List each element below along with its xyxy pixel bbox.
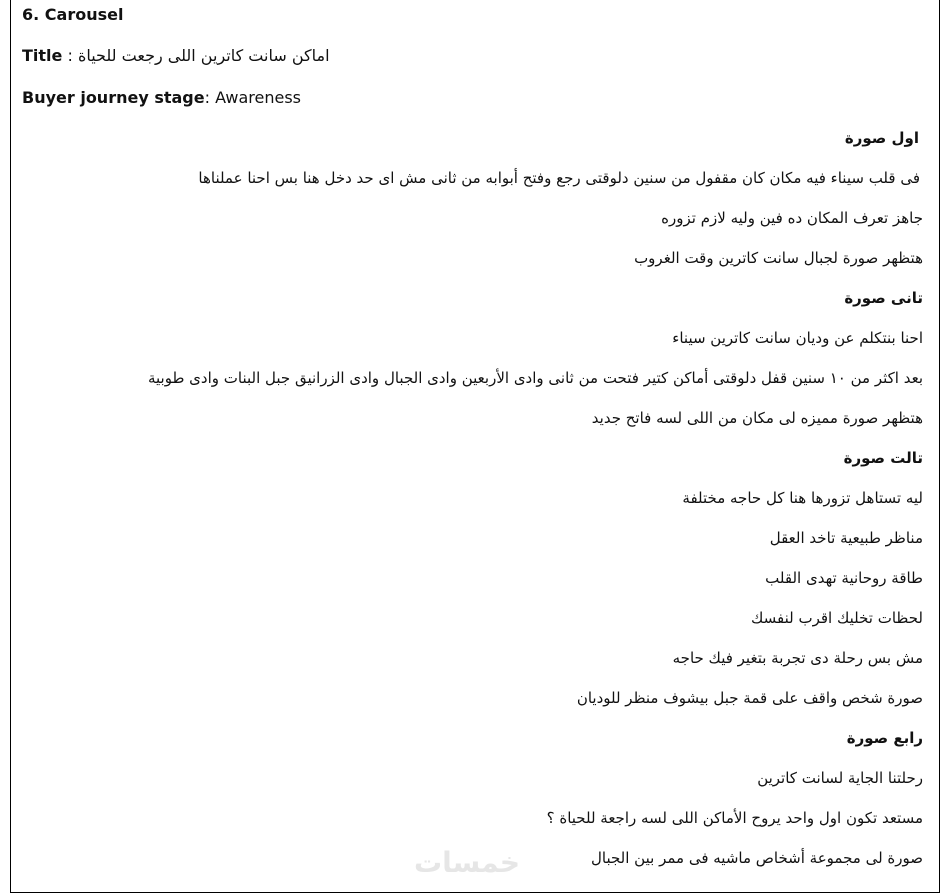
stage-row: [22, 88, 301, 108]
slide-4-line-2: مستعد تكون اول واحد يروح الأماكن اللى لسه راجعة للحياة ؟: [546, 809, 923, 827]
slide-3-line-4: لحظات تخليك اقرب لنفسك: [751, 609, 923, 627]
slide-3-line-5: مش بس رحلة دى تجربة بتغير فيك حاجه: [672, 649, 923, 667]
slide-3-line-3: طاقة روحانية تهدى القلب: [765, 569, 923, 587]
title-row: [22, 46, 330, 66]
slide-1-heading: اول صورة: [844, 129, 919, 147]
title-label: Title: [22, 46, 63, 65]
slide-1-line-2: جاهز تعرف المكان ده فين وليه لازم تزوره: [661, 209, 923, 227]
stage-label: Buyer journey stage: [22, 88, 205, 107]
slide-4-heading: رابع صورة: [846, 729, 923, 747]
slide-2-line-3: هتظهر صورة مميزه لى مكان من اللى لسه فاتح جديد: [591, 409, 923, 427]
title-value: اماكن سانت كاترين اللى رجعت للحياة :: [67, 46, 330, 65]
slide-2-line-2: بعد اكثر من ١٠ سنين قفل دلوقتى أماكن كتير فتحت من ثانى وادى الأربعين وادى الجبال وادى الزرانيق جبل البنات وادى طوبية: [147, 369, 923, 387]
watermark-logo: خمسات: [414, 846, 521, 879]
slide-1-line-3: هتظهر صورة لجبال سانت كاترين وقت الغروب: [634, 249, 923, 267]
slide-2-heading: تانى صورة: [844, 289, 923, 307]
slide-4-line-1: رحلتنا الجاية لسانت كاترين: [757, 769, 923, 787]
slide-4-line-3: صورة لى مجموعة أشخاص ماشيه فى ممر بين الجبال: [591, 849, 923, 867]
document-frame: [10, 0, 940, 893]
slide-3-line-1: ليه تستاهل تزورها هنا كل حاجه مختلفة: [682, 489, 923, 507]
section-title: 6. Carousel: [22, 5, 124, 24]
slide-3-line-2: مناظر طبيعية تاخد العقل: [769, 529, 923, 547]
slide-3-heading: تالت صورة: [843, 449, 923, 467]
slide-2-line-1: احنا بنتكلم عن وديان سانت كاترين سيناء: [672, 329, 923, 347]
slide-3-line-6: صورة شخص واقف على قمة جبل بيشوف منظر للوديان: [576, 689, 923, 707]
slide-1-line-1: فى قلب سيناء فيه مكان كان مقفول من سنين دلوقتى رجع وفتح أبوابه من ثانى مش اى حد دخل هنا بس احنا عملناها: [198, 169, 920, 187]
stage-value: : Awareness: [204, 88, 301, 107]
